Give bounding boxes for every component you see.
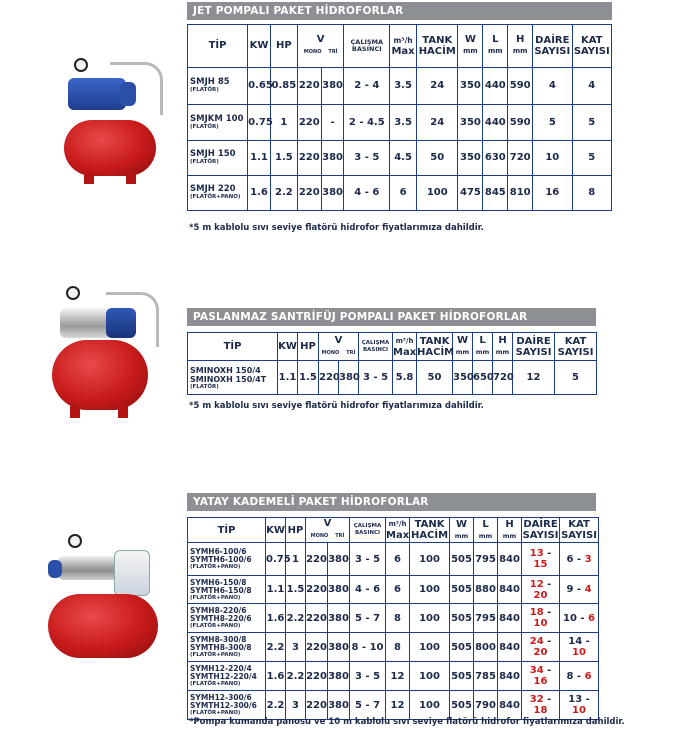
col-kw: KW bbox=[266, 518, 286, 543]
col-basinc: ÇALIŞMA BASINCI bbox=[359, 333, 393, 361]
jet-pump-hydrophore-image bbox=[60, 50, 175, 195]
col-w: W mm bbox=[450, 518, 474, 543]
table-row: SYMH6-150/8 SYMTH6-150/8 (FLATÖR+PANO) 1.1 1.5 220 380 4 - 6 6 100 505 880 840 12 - 20 9 - 4 bbox=[188, 576, 599, 604]
section1-table bbox=[187, 24, 612, 211]
col-kw: KW bbox=[248, 25, 271, 68]
table-row: SMINOXH 150/4 SMINOXH 150/4T (FLATÖR) 1.1 1.5 220 380 3 - 5 5.8 50 350 650 720 12 5 bbox=[188, 361, 597, 395]
section3-title: YATAY KADEMELİ PAKET HİDROFORLAR bbox=[187, 493, 596, 511]
col-kw: KW bbox=[278, 333, 298, 361]
col-kat: KAT SAYISI bbox=[572, 25, 612, 68]
col-l: L mm bbox=[473, 333, 493, 361]
col-m3h: m³/h Max bbox=[386, 518, 410, 543]
col-kat: KAT SAYISI bbox=[555, 333, 597, 361]
col-h: H mm bbox=[498, 518, 522, 543]
table-row: SMJH 220 (FLATÖR+PANO) 1.6 2.2 220 380 4 - 6 6 100 475 845 810 16 8 bbox=[188, 175, 612, 210]
col-tank: TANK HACİM bbox=[410, 519, 449, 541]
table-row: SMJH 85 (FLATÖR) 0.65 0.85 220 380 2 - 4 3.5 24 350 440 590 4 4 bbox=[188, 67, 612, 104]
section2-title: PASLANMAZ SANTRİFÜJ POMPALI PAKET HİDROFORLAR bbox=[187, 308, 596, 326]
horizontal-multistage-hydrophore-image bbox=[48, 520, 168, 670]
col-l: L mm bbox=[474, 518, 498, 543]
col-daire: DAİRE SAYISI bbox=[522, 519, 559, 541]
col-daire: DAİRE SAYISI bbox=[533, 25, 572, 68]
section3-table bbox=[187, 517, 599, 720]
stainless-pump-hydrophore-image bbox=[48, 278, 168, 428]
section1-footnote: *5 m kablolu sıvı seviye flatörü hidrofor fiyatlarımıza dahildir. bbox=[189, 223, 484, 233]
col-daire: DAİRE SAYISI bbox=[513, 333, 555, 361]
table-row: SYMH12-220/4 SYMTH12-220/4 (FLATÖR+PANO) 1.6 2.2 220 380 3 - 5 12 100 505 785 840 34 - 16 8 - 6 bbox=[188, 662, 599, 691]
col-h: H mm bbox=[508, 25, 533, 68]
col-tank: TANK HACİM bbox=[417, 25, 458, 68]
table-row: SYMH8-220/6 SYMTH8-220/6 (FLATÖR+PANO) 1.6 2.2 220 380 5 - 7 8 100 505 795 840 18 - 10 10 - 6 bbox=[188, 604, 599, 633]
col-w: W mm bbox=[453, 333, 473, 361]
col-hp: HP bbox=[286, 518, 306, 543]
table-row: SYMH12-300/6 SYMTH12-300/6 (FLATÖR+PANO) 2.2 3 220 380 5 - 7 12 100 505 790 840 32 - 18 13 - 10 bbox=[188, 691, 599, 720]
col-h: H mm bbox=[493, 333, 513, 361]
table-row: SYMH6-100/6 SYMTH6-100/6 (FLATÖR+PANO) 0.75 1 220 380 3 - 5 6 100 505 795 840 13 - 15 6 - 3 bbox=[188, 543, 599, 576]
col-v: V MONO TRİ bbox=[319, 333, 359, 361]
section3-footnote: *Pompa kumanda panosu ve 10 m kablolu sıvı seviye flatörü hidrofor fiyatlarımıza dahildir. bbox=[189, 717, 625, 727]
col-basinc: ÇALIŞMA BASINCI bbox=[344, 25, 390, 68]
col-hp: HP bbox=[270, 25, 297, 68]
col-m3h: m³/h Max bbox=[390, 25, 417, 68]
col-tip: TİP bbox=[188, 518, 266, 543]
col-v: V MONO TRİ bbox=[306, 518, 350, 543]
col-kat: KAT SAYISI bbox=[561, 519, 597, 541]
col-basinc: ÇALIŞMA BASINCI bbox=[350, 518, 386, 543]
col-tip: TİP bbox=[188, 333, 278, 361]
col-m3h: m³/h Max bbox=[393, 333, 417, 361]
col-hp: HP bbox=[298, 333, 319, 361]
col-tip: TİP bbox=[188, 25, 248, 68]
table-row: SMJH 150 (FLATÖR) 1.1 1.5 220 380 3 - 5 4.5 50 350 630 720 10 5 bbox=[188, 140, 612, 175]
col-v: V MONO TRİ bbox=[297, 25, 344, 67]
section1-title: JET POMPALI PAKET HİDROFORLAR bbox=[187, 2, 612, 20]
section2-table bbox=[187, 332, 597, 395]
col-l: L mm bbox=[483, 25, 508, 68]
col-w: W mm bbox=[458, 25, 483, 68]
section2-footnote: *5 m kablolu sıvı seviye flatörü hidrofor fiyatlarımıza dahildir. bbox=[189, 401, 484, 411]
col-tank: TANK HACİM bbox=[417, 333, 453, 361]
table-row: SMJKM 100 (FLATÖR) 0.75 1 220 - 2 - 4.5 3.5 24 350 440 590 5 5 bbox=[188, 104, 612, 140]
table-row: SYMH8-300/8 SYMTH8-300/8 (FLATÖR+PANO) 2.2 3 220 380 8 - 10 8 100 505 800 840 24 - 20 14 - 10 bbox=[188, 633, 599, 662]
